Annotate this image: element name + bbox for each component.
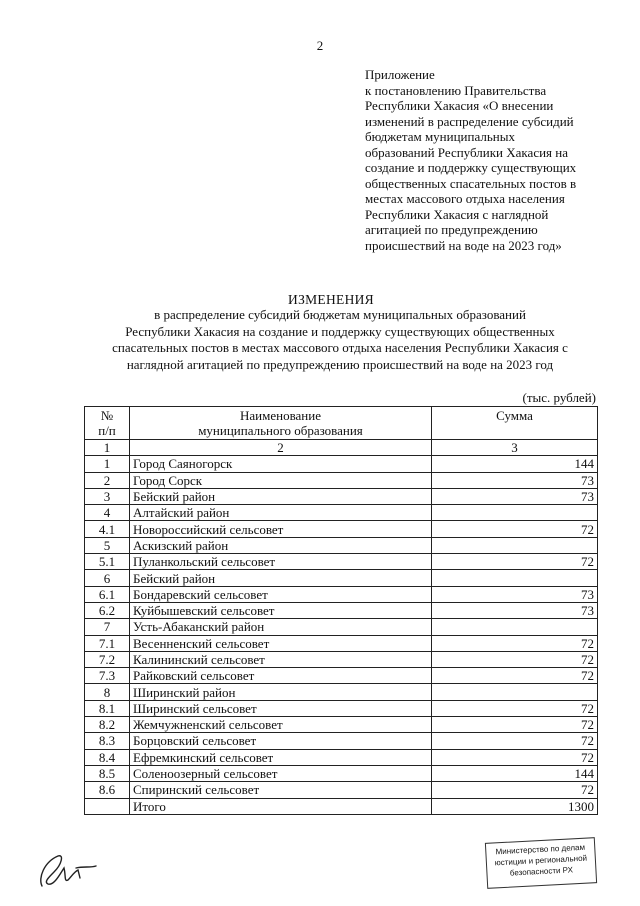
row-number: 8 <box>85 684 130 700</box>
row-sum: 72 <box>432 733 598 749</box>
row-name: Бондаревский сельсовет <box>130 586 432 602</box>
subtitle-line: спасательных постов в местах массового отдыха населения Республики Хакасия с <box>112 340 568 355</box>
column-number: 1 <box>85 440 130 456</box>
row-sum: 72 <box>432 717 598 733</box>
appendix-line: Приложение <box>365 67 435 82</box>
row-name: Ефремкинский сельсовет <box>130 749 432 765</box>
row-sum: 72 <box>432 700 598 716</box>
header-name-line1: Наименование <box>240 408 321 423</box>
row-name: Ширинский сельсовет <box>130 700 432 716</box>
subtitle-line: наглядной агитацией по предупреждению происшествий на воде на 2023 год <box>126 356 554 372</box>
row-sum: 73 <box>432 602 598 618</box>
row-number: 5.1 <box>85 554 130 570</box>
row-name: Бейский район <box>130 570 432 586</box>
appendix-line: происшествий на воде на 2023 год» <box>365 237 562 253</box>
stamp-line: Министерство по делам <box>495 842 586 857</box>
row-number: 7.3 <box>85 668 130 684</box>
appendix-line: создание и поддержку существующих <box>365 160 577 175</box>
row-name: Пуланкольский сельсовет <box>130 554 432 570</box>
row-number: 8.1 <box>85 700 130 716</box>
table-row <box>85 537 598 553</box>
row-name: Ширинский район <box>130 684 432 700</box>
row-sum <box>432 684 598 700</box>
row-sum <box>432 619 598 635</box>
row-name: Соленоозерный сельсовет <box>130 765 432 781</box>
units-note: (тыс. рублей) <box>522 390 596 405</box>
page-number: 2 <box>316 38 324 53</box>
appendix-line: бюджетам муниципальных <box>365 129 515 144</box>
row-number: 8.3 <box>85 733 130 749</box>
table-row <box>85 586 598 602</box>
row-number: 1 <box>85 456 130 472</box>
row-number: 8.4 <box>85 749 130 765</box>
appendix-line: к постановлению Правительства <box>365 82 547 98</box>
appendix-line: образований Республики Хакасия на <box>365 144 568 160</box>
table-row <box>85 554 598 570</box>
row-sum: 72 <box>432 668 598 684</box>
row-number: 8.2 <box>85 717 130 733</box>
row-sum: 72 <box>432 554 598 570</box>
table-row <box>85 765 598 781</box>
row-number: 6 <box>85 570 130 586</box>
appendix-block <box>365 67 625 253</box>
table-row <box>85 651 598 667</box>
table-row <box>85 700 598 716</box>
row-sum: 144 <box>432 456 598 472</box>
row-sum: 72 <box>432 635 598 651</box>
row-name: Алтайский район <box>130 505 432 521</box>
appendix-line: местах массового отдыха населения <box>365 191 565 206</box>
row-name: Новороссийский сельсовет <box>130 521 432 537</box>
row-sum: 72 <box>432 651 598 667</box>
appendix-line: изменений в распределение субсидий <box>365 113 574 129</box>
header-number <box>85 407 130 440</box>
document-subtitle <box>0 307 640 373</box>
total-label: Итого <box>130 798 432 814</box>
column-number: 3 <box>432 440 598 456</box>
row-name: Калининский сельсовет <box>130 651 432 667</box>
row-number: 8.5 <box>85 765 130 781</box>
row-name: Усть-Абаканский район <box>130 619 432 635</box>
row-name: Куйбышевский сельсовет <box>130 602 432 618</box>
table-header-row <box>85 407 598 440</box>
row-sum: 73 <box>432 488 598 504</box>
row-name: Жемчужненский сельсовет <box>130 717 432 733</box>
stamp-line: безопасности РХ <box>509 865 574 878</box>
appendix-line: Республики Хакасия с наглядной <box>365 206 549 222</box>
row-sum: 73 <box>432 472 598 488</box>
row-name: Бейский район <box>130 488 432 504</box>
row-number: 6.2 <box>85 602 130 618</box>
row-name: Спиринский сельсовет <box>130 782 432 798</box>
row-number: 2 <box>85 472 130 488</box>
table-row <box>85 668 598 684</box>
table-row <box>85 619 598 635</box>
appendix-line: Республики Хакасия «О внесении <box>365 98 554 113</box>
row-number: 7 <box>85 619 130 635</box>
subtitle-line: в распределение субсидий бюджетам муниципальных образований <box>154 307 526 322</box>
header-name <box>130 407 432 440</box>
row-name: Город Сорск <box>130 472 432 488</box>
header-sum <box>432 407 598 440</box>
table-row <box>85 749 598 765</box>
appendix-line: общественных спасательных постов в <box>365 175 577 191</box>
table-row <box>85 684 598 700</box>
row-sum: 73 <box>432 586 598 602</box>
header-number-line1: № <box>100 408 114 423</box>
total-number-cell <box>85 798 130 814</box>
table-row <box>85 488 598 504</box>
total-sum: 1300 <box>432 798 598 814</box>
row-sum <box>432 505 598 521</box>
appendix-line: агитацией по предупреждению <box>365 222 538 237</box>
header-sum-label: Сумма <box>496 408 533 423</box>
row-number: 7.1 <box>85 635 130 651</box>
table-row <box>85 505 598 521</box>
row-number: 5 <box>85 537 130 553</box>
row-number: 4 <box>85 505 130 521</box>
row-sum: 72 <box>432 782 598 798</box>
column-number-row <box>85 440 598 456</box>
table-row <box>85 717 598 733</box>
row-name: Райковский сельсовет <box>130 668 432 684</box>
subtitle-line: Республики Хакасия на создание и поддержку существующих общественных <box>125 323 555 339</box>
row-sum: 72 <box>432 749 598 765</box>
header-name-line2: муниципального образования <box>198 423 363 438</box>
subsidies-table <box>84 406 598 815</box>
stamp-line: юстиции и региональной <box>494 853 588 868</box>
table-row <box>85 602 598 618</box>
row-name: Аскизский район <box>130 537 432 553</box>
table-row <box>85 635 598 651</box>
table-row <box>85 570 598 586</box>
total-row <box>85 798 598 814</box>
row-sum: 144 <box>432 765 598 781</box>
row-sum <box>432 537 598 553</box>
table-row <box>85 733 598 749</box>
row-number: 7.2 <box>85 651 130 667</box>
table-row <box>85 472 598 488</box>
row-name: Борцовский сельсовет <box>130 733 432 749</box>
column-number: 2 <box>130 440 432 456</box>
row-sum <box>432 570 598 586</box>
row-number: 3 <box>85 488 130 504</box>
table-row <box>85 782 598 798</box>
table-body <box>85 456 598 798</box>
table-row <box>85 456 598 472</box>
signature-image <box>34 848 104 892</box>
row-name: Весенненский сельсовет <box>130 635 432 651</box>
row-sum: 72 <box>432 521 598 537</box>
document-title: ИЗМЕНЕНИЯ <box>288 292 374 307</box>
registration-stamp <box>485 837 597 889</box>
row-name: Город Саяногорск <box>130 456 432 472</box>
row-number: 4.1 <box>85 521 130 537</box>
row-number: 6.1 <box>85 586 130 602</box>
header-number-line2: п/п <box>98 423 116 438</box>
row-number: 8.6 <box>85 782 130 798</box>
table-row <box>85 521 598 537</box>
